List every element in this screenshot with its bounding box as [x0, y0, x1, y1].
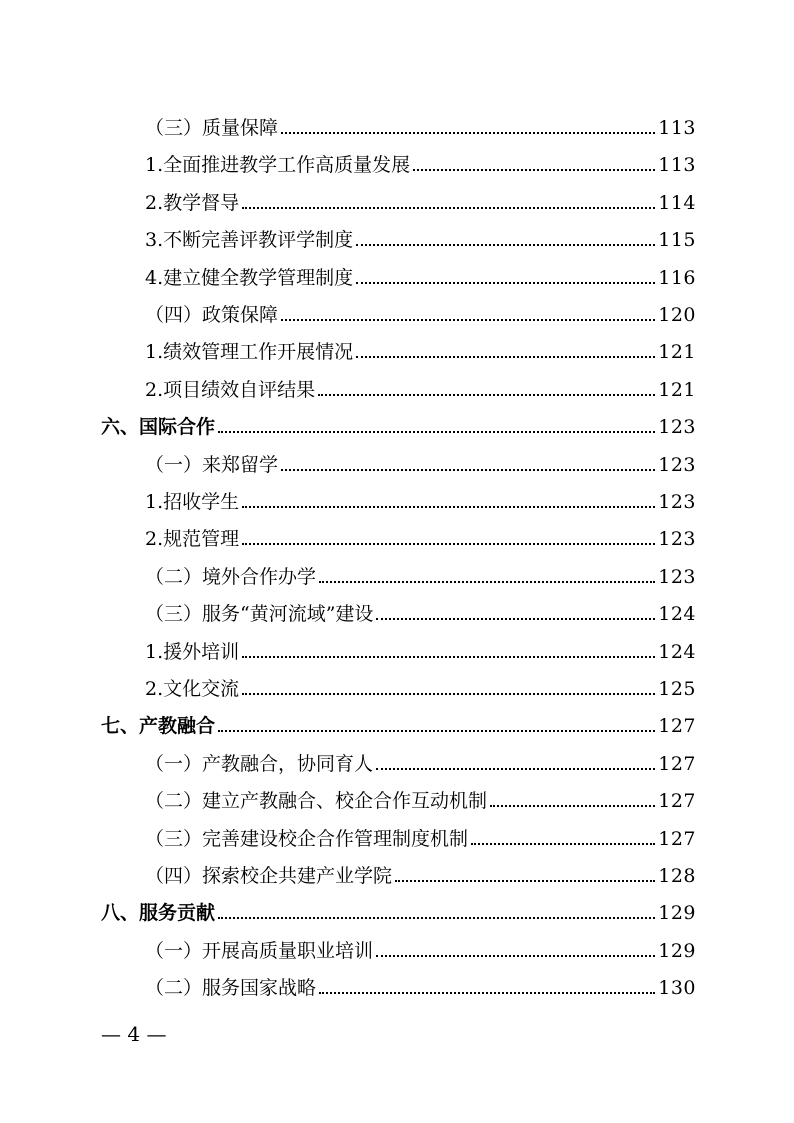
toc-entry-title: 八、服务贡献 [101, 902, 216, 925]
toc-entry-title: 2.规范管理 [145, 528, 240, 551]
toc-leader-dots [356, 356, 655, 358]
toc-entry-title: （三）质量保障 [145, 117, 279, 139]
toc-entry-title: （四）探索校企共建产业学院 [145, 865, 393, 887]
toc-entry-page: 125 [658, 678, 696, 700]
toc-entry[interactable] [101, 408, 696, 438]
toc-leader-dots [356, 282, 655, 284]
toc-entry-page: 127 [658, 790, 696, 813]
toc-entry-page: 113 [658, 154, 696, 177]
toc-entry-title: 3.不断完善评教评学制度 [145, 229, 354, 252]
toc-entry-page: 124 [658, 603, 696, 626]
toc-leader-dots [471, 843, 655, 845]
toc-entry[interactable] [145, 782, 696, 812]
toc-entry[interactable] [145, 670, 696, 700]
toc-entry-title: 2.项目绩效自评结果 [145, 378, 316, 401]
toc-leader-dots [376, 955, 655, 957]
toc-entry-title: 七、产教融合 [101, 715, 216, 738]
toc-entry-page: 129 [658, 939, 696, 962]
toc-entry[interactable] [145, 146, 696, 176]
toc-entry-title: 1.招收学生 [145, 491, 240, 513]
toc-entry[interactable] [101, 894, 696, 924]
toc-entry[interactable] [145, 558, 696, 588]
toc-entry-title: （二）建立产教融合、校企合作互动机制 [145, 790, 488, 813]
toc-entry-page: 128 [658, 865, 696, 887]
toc-entry-title: （一）产教融合，协同育人 [145, 752, 374, 775]
toc-entry-title: 1.绩效管理工作开展情况 [145, 341, 354, 364]
toc-entry[interactable] [145, 857, 696, 887]
toc-leader-dots [242, 207, 655, 209]
toc-entry[interactable] [145, 745, 696, 775]
toc-entry-page: 123 [658, 453, 696, 476]
toc-entry-title: （二）服务国家战略 [145, 977, 317, 1000]
toc-entry[interactable] [145, 520, 696, 550]
toc-entry[interactable] [145, 932, 696, 962]
toc-entry-page: 127 [658, 752, 696, 775]
toc-leader-dots [376, 618, 655, 620]
toc-entry-page: 127 [658, 827, 696, 850]
toc-entry[interactable] [145, 969, 696, 999]
toc-entry[interactable] [145, 820, 696, 850]
toc-leader-dots [281, 469, 655, 471]
toc-entry-page: 121 [658, 378, 696, 401]
toc-entry[interactable] [145, 446, 696, 476]
toc-entry-title: 2.文化交流 [145, 678, 240, 700]
toc-entry-page: 123 [658, 491, 696, 513]
toc-entry-page: 127 [658, 715, 696, 738]
toc-leader-dots [242, 693, 655, 695]
toc-entry-page: 116 [658, 266, 696, 289]
toc-entry-title: 2.教学督导 [145, 191, 240, 214]
toc-entry-page: 120 [658, 304, 696, 326]
toc-leader-dots [218, 431, 655, 433]
toc-leader-dots [281, 132, 655, 134]
toc-entry[interactable] [145, 259, 696, 289]
toc-leader-dots [218, 730, 655, 732]
toc-entry-page: 124 [658, 640, 696, 663]
toc-entry-page: 123 [658, 528, 696, 551]
toc-entry-title: 4.建立健全教学管理制度 [145, 266, 354, 289]
toc-leader-dots [319, 581, 655, 583]
toc-leader-dots [218, 917, 655, 919]
toc-entry[interactable] [145, 371, 696, 401]
toc-entry-page: 113 [658, 117, 696, 139]
toc-entry[interactable] [145, 184, 696, 214]
toc-entry[interactable] [145, 296, 696, 326]
toc-leader-dots [242, 506, 655, 508]
toc-entry-title: （二）境外合作办学 [145, 565, 317, 588]
toc-leader-dots [242, 656, 655, 658]
toc-entry-page: 123 [658, 416, 696, 439]
toc-entry[interactable] [101, 707, 696, 737]
toc-entry-title: （三）完善建设校企合作管理制度机制 [145, 827, 469, 850]
toc-entry-page: 115 [658, 229, 696, 252]
toc-leader-dots [490, 805, 655, 807]
toc-entry-title: 六、国际合作 [101, 416, 216, 439]
toc-entry[interactable] [145, 333, 696, 363]
toc-entry-title: 1.援外培训 [145, 640, 240, 663]
toc-entry-page: 130 [658, 977, 696, 1000]
page-number: — 4 — [101, 1022, 167, 1046]
toc-entry-page: 123 [658, 565, 696, 588]
toc-entry[interactable] [145, 483, 696, 513]
toc-entry[interactable] [145, 595, 696, 625]
toc-leader-dots [376, 768, 655, 770]
toc-leader-dots [413, 169, 655, 171]
toc-leader-dots [395, 880, 655, 882]
toc-entry-title: （三）服务“黄河流域”建设 [145, 603, 374, 626]
toc-entry[interactable] [145, 221, 696, 251]
toc-entry-page: 114 [658, 191, 696, 214]
toc-entry-title: （一）来郑留学 [145, 453, 279, 476]
toc-entry-title: 1.全面推进教学工作高质量发展 [145, 154, 411, 177]
toc-leader-dots [318, 394, 655, 396]
toc-leader-dots [319, 992, 655, 994]
toc-leader-dots [356, 244, 655, 246]
toc-entry-page: 129 [658, 902, 696, 925]
toc-entry-page: 121 [658, 341, 696, 364]
toc-entry-title: （四）政策保障 [145, 304, 279, 326]
toc-entry-title: （一）开展高质量职业培训 [145, 939, 374, 962]
toc-leader-dots [281, 319, 655, 321]
toc-entry[interactable] [145, 109, 696, 139]
toc-entry[interactable] [145, 633, 696, 663]
toc-leader-dots [242, 543, 655, 545]
